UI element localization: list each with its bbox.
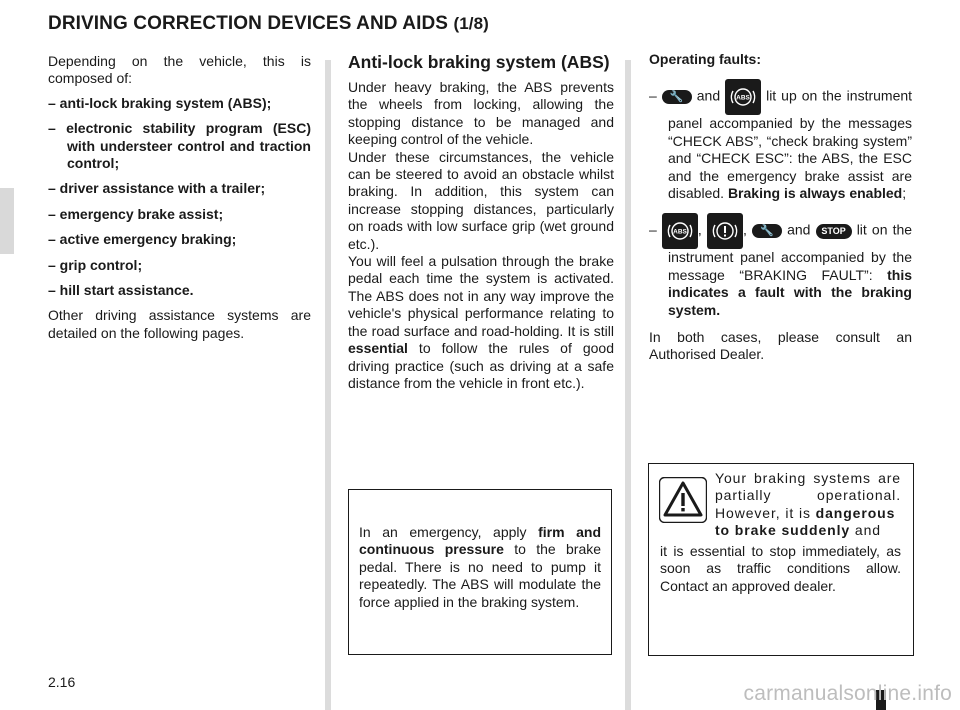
outro-text: Other driving assistance systems are detailed on the following pages. xyxy=(48,307,311,341)
list-item: – grip control; xyxy=(48,256,143,273)
abs-heading: Anti-lock braking system (ABS) xyxy=(348,52,610,72)
consult-dealer-text: In both cases, please consult an Authorised Dealer. xyxy=(649,329,912,363)
title-page-indicator: (1/8) xyxy=(453,14,489,33)
svg-text:ABS: ABS xyxy=(736,94,750,102)
system-list xyxy=(48,95,311,300)
abs-paragraph-2: Under these circumstances, the vehicle can be steered to avoid an obstacle whilst braking. In addition, this system can increase stopping distances, particularly on roads with low surface grip (wet ground etc.). xyxy=(348,148,614,252)
column-1 xyxy=(48,53,311,342)
title-text: DRIVING CORRECTION DEVICES AND AIDS xyxy=(48,13,449,34)
column-3 xyxy=(649,51,912,364)
column-divider-1 xyxy=(325,60,331,710)
list-item: – electronic stability program (ESC) with understeer control and traction control; xyxy=(48,120,311,172)
service-warning-icon: 🔧 xyxy=(662,90,692,104)
emergency-note-text: In an emergency, apply firm and continuous pressure to the brake pedal. There is no need to pump it repeatedly. The ABS will modulate the force applied in the braking system. xyxy=(359,524,602,610)
list-item: – hill start assistance. xyxy=(48,282,194,299)
stop-warning-icon: STOP xyxy=(816,224,852,239)
list-item: – active emergency braking; xyxy=(48,231,237,248)
list-item: – driver assistance with a trailer; xyxy=(48,180,266,197)
list-item: – emergency brake assist; xyxy=(48,205,224,222)
svg-text:ABS: ABS xyxy=(673,228,687,236)
watermark: carmanualsonline.info xyxy=(743,682,952,705)
chapter-tab xyxy=(0,188,14,254)
fault-item-2: – ABS , , 🔧 and STOP lit on the instrument panel accompanied by the message “BRAKING FAULT”: this indicates a fault with the braking system. xyxy=(649,213,912,319)
abs-warning-icon xyxy=(662,213,698,249)
abs-paragraph-1: Under heavy braking, the ABS prevents the wheels from locking, allowing the stopping distance to be managed and keeping control of the vehicle. xyxy=(348,79,614,148)
fault-item-1: – 🔧 and ABS lit up on the instrument panel accompanied by the messages “CHECK ABS”, “check braking system” and “CHECK ESC”: the ABS, the ESC and the emergency brake assist are disabled. Braking is always enabled; xyxy=(649,79,912,202)
emergency-note-box xyxy=(348,489,612,655)
column-divider-2 xyxy=(625,60,631,710)
page-title xyxy=(48,13,489,35)
abs-warning-icon xyxy=(725,79,761,115)
page-number: 2.16 xyxy=(48,674,76,690)
warning-text-2: it is essential to stop immediately, as soon as traffic conditions allow. Contact an approved dealer. xyxy=(660,543,901,594)
warning-box xyxy=(648,463,914,656)
brake-warning-icon xyxy=(707,213,743,249)
service-warning-icon: 🔧 xyxy=(752,224,782,238)
abs-paragraph-3: You will feel a pulsation through the brake pedal each time the system is activated. The ABS does not in any way improve the vehicle's physical performance relating to the road surface and road-holding. It is still essential to follow the rules of good driving practice (such as driving at a safe distance from the vehicle in front etc.). xyxy=(348,253,614,391)
list-item: – anti-lock braking system (ABS); xyxy=(48,94,272,111)
warning-triangle-icon xyxy=(659,477,707,523)
warning-text-1: Your braking systems are partially operational. However, it is dangerous to brake suddenly and xyxy=(715,470,901,539)
intro-text: Depending on the vehicle, this is composed of: xyxy=(48,53,311,87)
faults-heading: Operating faults: xyxy=(649,51,762,67)
column-2 xyxy=(348,51,614,392)
